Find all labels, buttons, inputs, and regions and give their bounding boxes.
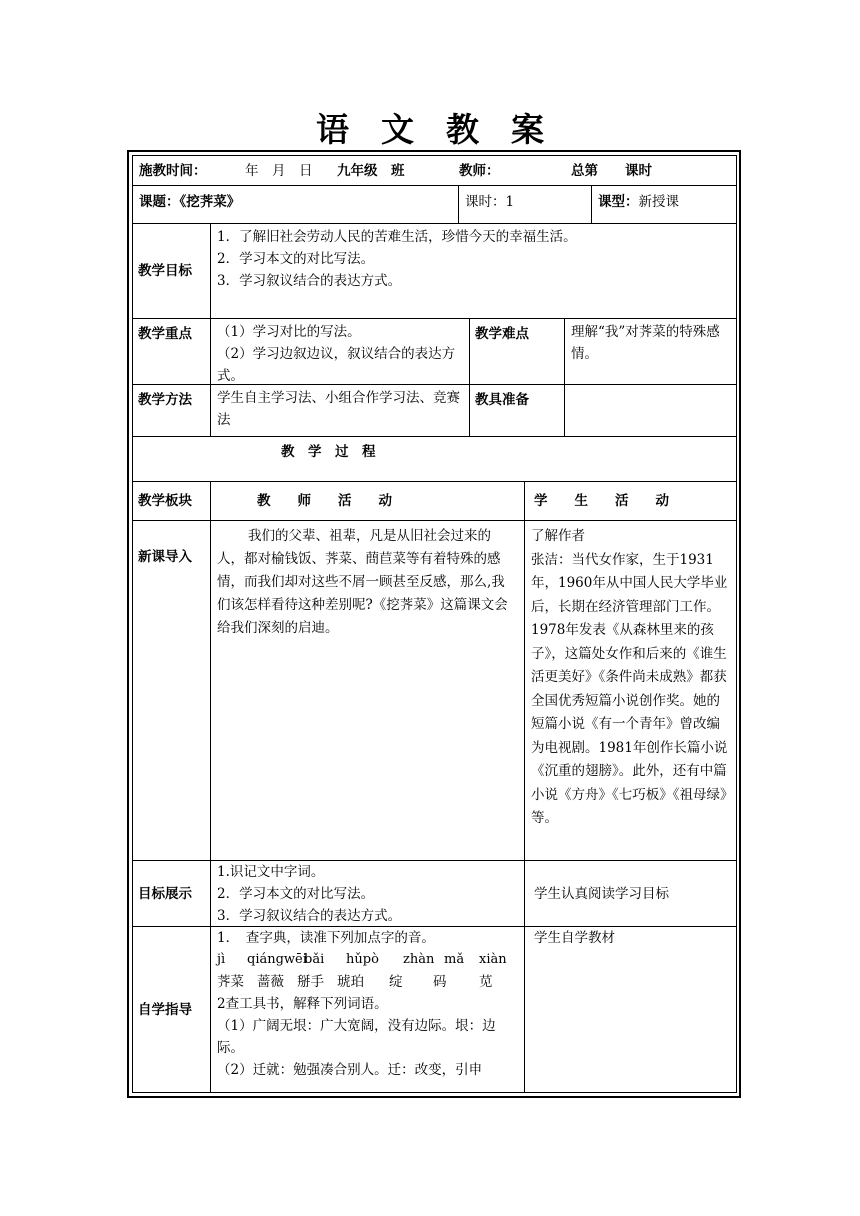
objectives-list bbox=[210, 860, 525, 927]
self-study-step2: 2查工具书，解释下列词语。 bbox=[217, 996, 388, 1012]
intro-teacher bbox=[210, 520, 525, 861]
hours-cell bbox=[458, 185, 592, 224]
intro-teacher-text: 我们的父辈、祖辈，凡是从旧社会过来的人，都对榆钱饭、荠菜、蔄苣菜等有着特殊的感情，而我们却对这些不屑一顾甚至反感，那么,我们该怎样看待这种差别呢?《挖荠菜》这篇课文会给我们深刻的启迪。 bbox=[217, 528, 508, 636]
date-text: 年 月 日 bbox=[245, 163, 313, 179]
pinyin-item: hǔpò bbox=[346, 952, 379, 967]
goal-item: 1．了解旧社会劳动人民的苦难生活，珍惜今天的幸福生活。 bbox=[217, 229, 577, 245]
title-char: 语 bbox=[316, 110, 349, 149]
type-cell bbox=[591, 185, 737, 224]
char-item: 绽 bbox=[389, 974, 403, 990]
title-char: 文 bbox=[381, 110, 414, 149]
lesson-plan-table bbox=[132, 155, 737, 1093]
intro-label: 新课导入 bbox=[132, 520, 211, 861]
col-teacher-text: 教 师 活 动 bbox=[257, 493, 392, 509]
header-row bbox=[132, 155, 737, 186]
pinyin-item: bǎi bbox=[304, 952, 325, 967]
pinyin-item: mǎ bbox=[444, 952, 465, 967]
objective-item: 1.识记文中字词。 bbox=[217, 864, 325, 880]
goal-item: 2．学习本文的对比写法。 bbox=[217, 251, 375, 267]
topic-cell bbox=[132, 185, 459, 224]
intro-student-head: 了解作者 bbox=[531, 528, 585, 544]
pinyin-row bbox=[217, 949, 518, 971]
char-item: 琥珀 bbox=[337, 974, 364, 990]
hours-value: 课时：1 bbox=[465, 194, 515, 210]
self-study-item: （1）广阔无垠：广大宽阔，没有边际。垠：边际。 bbox=[217, 1018, 496, 1056]
char-item: 荠菜 bbox=[217, 974, 244, 990]
char-item: 码 bbox=[433, 974, 447, 990]
topic-label: 课题： bbox=[139, 194, 180, 210]
col-teacher bbox=[210, 481, 525, 521]
process-title bbox=[132, 436, 737, 482]
grade-text: 九年级 班 bbox=[337, 163, 405, 179]
objectives-label: 目标展示 bbox=[132, 860, 211, 927]
self-study-student bbox=[524, 926, 737, 1093]
objective-item: 3．学习叙议结合的表达方式。 bbox=[217, 908, 402, 924]
self-study-student-text: 学生自学教材 bbox=[534, 930, 615, 946]
key-points-list bbox=[210, 318, 470, 385]
goals-list bbox=[210, 223, 737, 319]
teacher-label: 教师： bbox=[459, 163, 500, 179]
char-item: 掰手 bbox=[297, 974, 324, 990]
col-student-text: 学 生 活 动 bbox=[534, 493, 669, 509]
pinyin-item: jì bbox=[217, 952, 226, 967]
pinyin-item: qiángwēi bbox=[247, 952, 307, 967]
total-lessons: 总第 课时 bbox=[571, 163, 652, 179]
objective-item: 2．学习本文的对比写法。 bbox=[217, 886, 375, 902]
page-title bbox=[0, 104, 860, 151]
title-char: 教 bbox=[446, 110, 479, 149]
methods-label: 教学方法 bbox=[132, 384, 211, 437]
type-label: 课型： bbox=[598, 194, 639, 210]
self-study-item: （2）迁就：勉强凑合别人。迁：改变，引申 bbox=[217, 1062, 483, 1078]
pinyin-item: zhàn bbox=[403, 952, 435, 967]
process-title-text: 教 学 过 程 bbox=[281, 444, 376, 460]
goal-item: 3．学习叙议结合的表达方式。 bbox=[217, 273, 402, 289]
time-label: 施教时间： bbox=[139, 163, 207, 179]
tools-value bbox=[564, 384, 737, 437]
col-student bbox=[524, 481, 737, 521]
intro-student bbox=[524, 520, 737, 861]
self-study-label: 自学指导 bbox=[132, 926, 211, 1093]
tools-label: 教具准备 bbox=[469, 384, 565, 437]
intro-student-text: 张洁：当代女作家，生于1931年，1960年从中国人民大学毕业后，长期在经济管理部门工作。1978年发表《从森林里来的孩子》，这篇处女作和后来的《谁生活更美好》《条件尚未成熟》都获全国优秀短篇小说创作奖。她的短篇小说《有一个青年》曾改编为电视剧。1981年创作长篇小说《沉重的翅膀》。此外，还有中篇小说《方舟》《七巧板》《祖母绿》等。 bbox=[531, 551, 728, 826]
objectives-student-text: 学生认真阅读学习目标 bbox=[534, 885, 669, 902]
char-item: 蔷薇 bbox=[257, 974, 284, 990]
key-points-label: 教学重点 bbox=[132, 318, 211, 385]
methods-value: 学生自主学习法、小组合作学习法、竞赛法 bbox=[210, 384, 470, 437]
difficulty-label: 教学难点 bbox=[469, 318, 565, 385]
pinyin-item: xiàn bbox=[479, 952, 507, 967]
topic-value: 《挖荠菜》 bbox=[179, 194, 241, 210]
char-item: 苋 bbox=[479, 974, 493, 990]
goals-label: 教学目标 bbox=[132, 223, 211, 319]
self-study-teacher bbox=[210, 926, 525, 1093]
objectives-student bbox=[524, 860, 737, 927]
type-value: 新授课 bbox=[638, 194, 679, 210]
key-point-item: （1）学习对比的写法。 bbox=[217, 324, 361, 340]
difficulty-value: 理解“我”对荠菜的特殊感情。 bbox=[564, 318, 737, 385]
title-char: 案 bbox=[511, 110, 544, 149]
chars-row bbox=[217, 971, 518, 993]
key-point-item: （2）学习边叙边议，叙议结合的表达方式。 bbox=[217, 346, 456, 384]
self-study-step1: 1． 查字典，读准下列加点字的音。 bbox=[217, 930, 435, 946]
col-section: 教学板块 bbox=[132, 481, 211, 521]
